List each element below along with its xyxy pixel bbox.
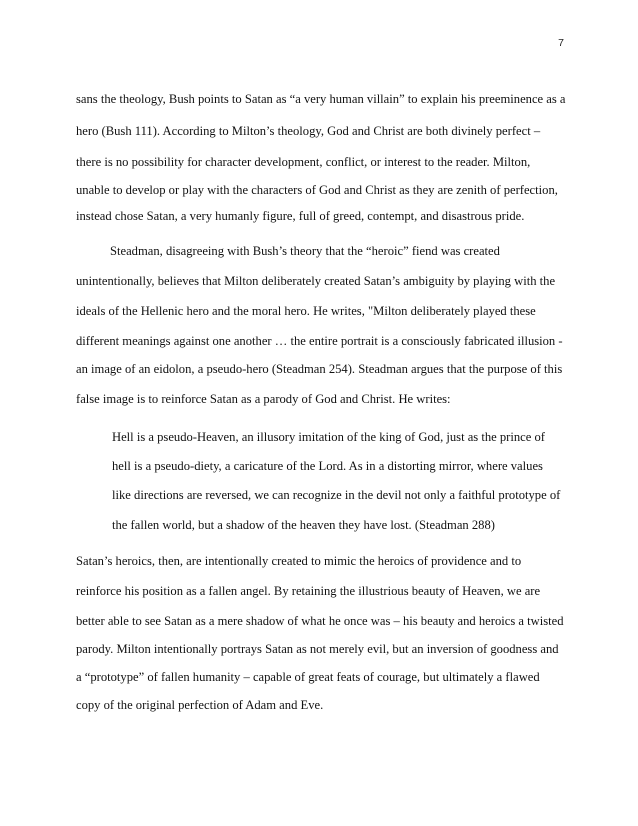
body-line: reinforce his position as a fallen angel. By retaining the illustrious beauty of Heaven, we are — [76, 584, 541, 598]
block-quote-line: Hell is a pseudo-Heaven, an illusory imitation of the king of God, just as the prince of — [112, 430, 545, 444]
body-line: an image of an eidolon, a pseudo-hero (Steadman 254). Steadman argues that the purpose of this — [76, 362, 563, 376]
paragraph-first-line: Steadman, disagreeing with Bush’s theory that the “heroic” fiend was created — [110, 244, 500, 258]
body-line: ideals of the Hellenic hero and the moral hero. He writes, "Milton deliberately played these — [76, 304, 536, 318]
body-line: unable to develop or play with the characters of God and Christ as they are zenith of perfection, — [76, 183, 558, 197]
body-line: hero (Bush 111). According to Milton’s theology, God and Christ are both divinely perfect – — [76, 124, 541, 138]
body-line: instead chose Satan, a very humanly figure, full of greed, contempt, and disastrous pride. — [76, 209, 525, 223]
body-line: Satan’s heroics, then, are intentionally created to mimic the heroics of providence and to — [76, 554, 522, 568]
body-line: unintentionally, believes that Milton deliberately created Satan’s ambiguity by playing with the — [76, 274, 556, 288]
block-quote-line: the fallen world, but a shadow of the heaven they have lost. (Steadman 288) — [112, 518, 495, 532]
body-line: sans the theology, Bush points to Satan as “a very human villain” to explain his preeminence as a — [76, 92, 566, 106]
body-line: different meanings against one another … the entire portrait is a consciously fabricated illusion - — [76, 334, 563, 348]
body-line: there is no possibility for character development, conflict, or interest to the reader. Milton, — [76, 155, 531, 169]
body-line: parody. Milton intentionally portrays Satan as not merely evil, but an inversion of goodness and — [76, 642, 559, 656]
body-line: copy of the original perfection of Adam and Eve. — [76, 698, 324, 712]
body-line: better able to see Satan as a mere shadow of what he once was – his beauty and heroics a twisted — [76, 614, 564, 628]
block-quote-line: hell is a pseudo-diety, a caricature of the Lord. As in a distorting mirror, where values — [112, 459, 543, 473]
page-number: 7 — [558, 37, 564, 49]
block-quote-line: like directions are reversed, we can recognize in the devil not only a faithful prototype of — [112, 488, 561, 502]
body-line: false image is to reinforce Satan as a parody of God and Christ. He writes: — [76, 392, 451, 406]
body-line: a “prototype” of fallen humanity – capable of great feats of courage, but ultimately a flawed — [76, 670, 540, 684]
